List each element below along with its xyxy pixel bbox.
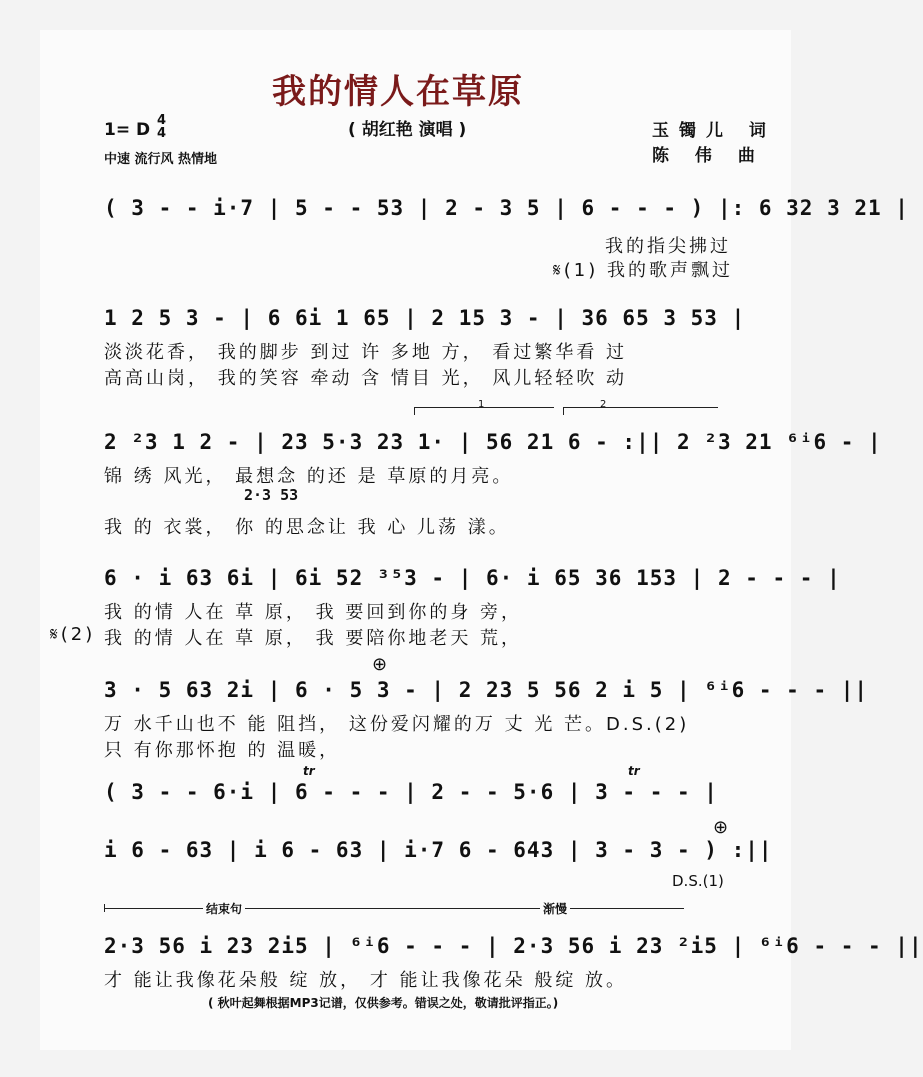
trill-mark-2: tr: [628, 764, 640, 778]
alternate-notation: 2·3 53: [244, 486, 299, 504]
time-signature: [157, 114, 166, 140]
volta-label-1: 1: [478, 399, 485, 410]
lyric-row-5-line-2: 只 有你那怀抱 的 温暖，: [104, 740, 341, 761]
lyric-row-1-line-1: 我的指尖拂过: [605, 236, 731, 257]
notation-row-7: i 6 - 63 | i 6 - 63 | i·7 6 - 643 | 3 - 3 - ) :||: [104, 838, 773, 862]
lyric-row-3-line-1: 锦 绣 风光， 最想念 的还 是 草原的月亮。: [104, 466, 514, 487]
lyric-row-2-line-1: 淡淡花香， 我的脚步 到过 许 多地 方， 看过繁华看 过: [104, 342, 628, 363]
coda-icon: ⊕: [372, 654, 388, 675]
notation-row-2: 1 2 5 3 - | 6 6i 1 65 | 2 15 3 - | 36 65 3 53 |: [104, 306, 746, 330]
notation-row-1: ( 3 - - i·7 | 5 - - 53 | 2 - 3 5 | 6 - - - ) |: 6 32 3 21 |: [104, 196, 909, 220]
lyric-row-8-line-1: 才 能让我像花朵般 绽 放， 才 能让我像花朵 般绽 放。: [104, 970, 628, 991]
time-denominator: 4: [157, 126, 167, 141]
transcription-footnote: ( 秋叶起舞根据MP3记谱，仅供参考。错误之处，敬请批评指正。): [208, 996, 559, 1010]
lyric-row-1-line-2: 𝄋(1) 我的歌声飘过: [553, 260, 733, 281]
time-numerator: 4: [157, 113, 167, 128]
lyricist-credit: 玉镯儿 词: [652, 121, 776, 141]
notation-row-3: 2 ²3 1 2 - | 23 5·3 23 1· | 56 21 6 - :|| 2 ²3 21 ⁶ⁱ6 - |: [104, 430, 882, 454]
ritardando-label: 渐慢: [540, 900, 570, 917]
notation-row-8: 2·3 56 i 23 2i5 | ⁶ⁱ6 - - - | 2·3 56 i 23 ²i5 | ⁶ⁱ6 - - - ||: [104, 934, 923, 958]
ending-bracket-start: [104, 904, 105, 912]
lyric-row-4-line-1: 我 的情 人在 草 原， 我 要回到你的身 旁，: [104, 602, 523, 623]
coda-icon-2: ⊕: [713, 817, 729, 838]
lyric-row-5-line-1: 万 水千山也不 能 阻挡， 这份爱闪耀的万 丈 光 芒。D.S.(2): [104, 714, 690, 735]
ending-label: 结束句: [203, 900, 245, 917]
lyric-row-3-line-2: 我 的 衣裳， 你 的思念让 我 心 儿荡 漾。: [104, 517, 510, 538]
lyric-row-2-line-2: 高高山岗， 我的笑容 牵动 含 情目 光， 风儿轻轻吹 动: [104, 368, 628, 389]
song-title: 我的情人在草原: [272, 72, 524, 112]
composer-credit: 陈 伟 曲: [652, 146, 765, 166]
trill-mark-1: tr: [303, 764, 315, 778]
ds-1-marking: D.S.(1): [672, 872, 724, 890]
volta-bracket-2: [563, 407, 718, 408]
score-page: [40, 30, 791, 1050]
notation-row-6: ( 3 - - 6·i | 6 - - - | 2 - - 5·6 | 3 - - - |: [104, 780, 718, 804]
volta-bracket-2-tick: [563, 407, 564, 415]
notation-row-4: 6 · i 63 6i | 6i 52 ³⁵3 - | 6· i 65 36 153 | 2 - - - |: [104, 566, 841, 590]
volta-label-2: 2: [600, 399, 607, 410]
lyric-row-4-line-2: 我 的情 人在 草 原， 我 要陪你地老天 荒，: [104, 628, 523, 649]
singer-credit: ( 胡红艳 演唱 ): [348, 120, 467, 140]
notation-row-5: 3 · 5 63 2i | 6 · 5 3 - | 2 23 5 56 2 i 5 | ⁶ⁱ6 - - - ||: [104, 678, 869, 702]
tempo-marking: 中速 流行风 热情地: [104, 152, 218, 167]
segno-2-mark: 𝄋(2): [50, 624, 96, 645]
ending-bracket-line: [104, 908, 684, 909]
volta-bracket-1-tick: [414, 407, 415, 415]
key-signature: 1= D: [104, 120, 151, 140]
